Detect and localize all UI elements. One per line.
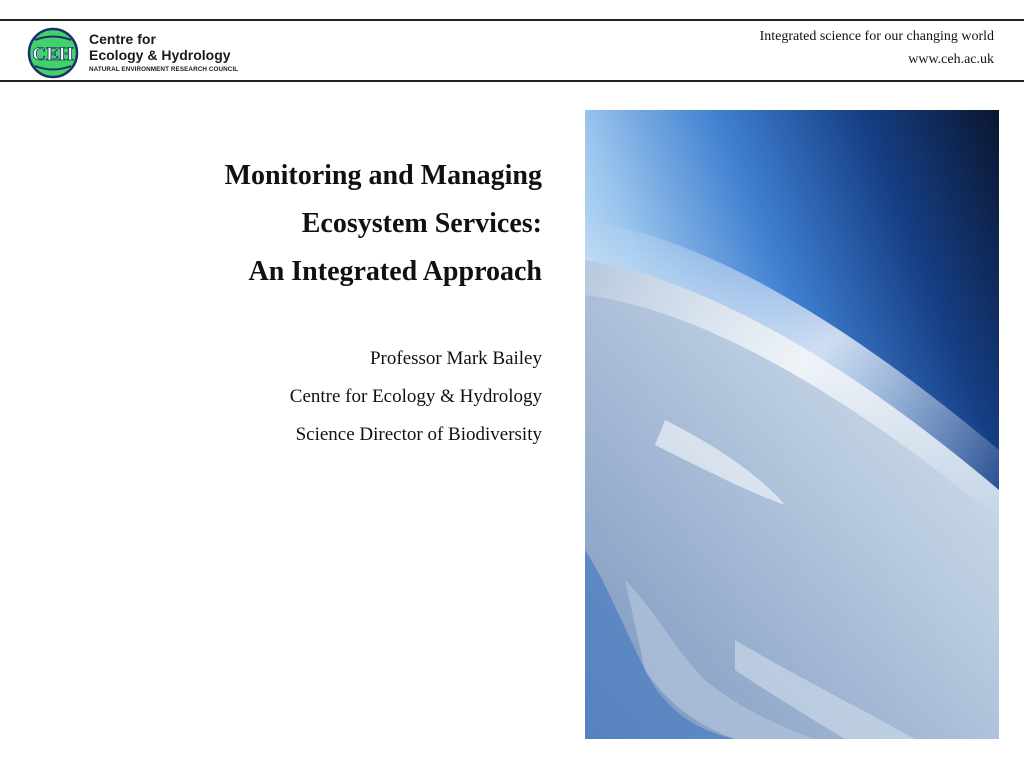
logo-line-3: NATURAL ENVIRONMENT RESEARCH COUNCIL [89,66,239,73]
logo-badge-text: CEH [32,44,74,65]
author-affiliation: Centre for Ecology & Hydrology [289,386,542,407]
logo-line-2: Ecology & Hydrology [89,47,231,63]
ceh-badge-icon [27,27,79,79]
ceh-logo [27,26,267,78]
title-line-2: Ecosystem Services: [301,208,542,239]
author-block [290,340,542,454]
author-name: Professor Mark Bailey [369,348,542,369]
header-tagline: Integrated science for our changing world [759,29,994,44]
slide-title [225,152,542,296]
earth-from-space-photo [585,110,999,739]
title-line-1: Monitoring and Managing [224,160,542,191]
logo-line-1: Centre for [89,31,156,47]
header-bar [0,19,1024,82]
header-url-link[interactable]: www.ceh.ac.uk [908,52,994,67]
earth-illustration [585,110,999,739]
title-line-3: An Integrated Approach [248,256,542,287]
author-role: Science Director of Biodiversity [295,424,542,445]
